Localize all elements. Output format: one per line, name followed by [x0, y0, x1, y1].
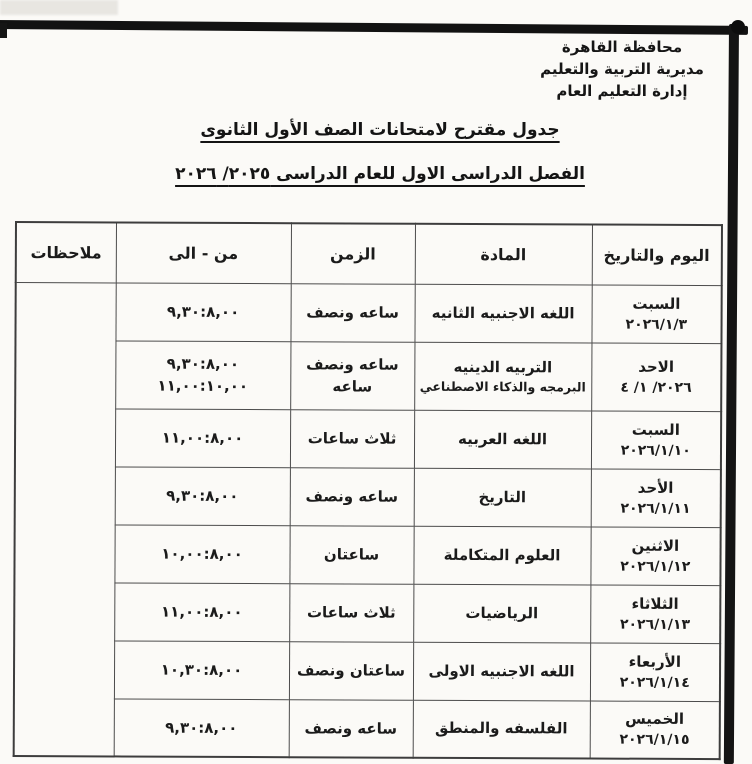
col-header-notes: ملاحظات — [16, 222, 116, 282]
day-date: ٢٠٢٦/١/١٣ — [619, 616, 691, 633]
time-range: ١٠,٠٠:٨,٠٠ — [161, 544, 243, 563]
scan-smudge — [0, 0, 118, 15]
table-row — [15, 408, 721, 469]
col-header-subject: المادة — [415, 224, 592, 285]
letterhead-administration: إدارة التعليم العام — [556, 82, 688, 100]
day-date-cell — [591, 469, 721, 528]
exam-table-body — [14, 282, 722, 759]
page-title: جدول مقترح لامتحانات الصف الأول الثانوى — [200, 120, 560, 140]
day-name: السبت — [631, 420, 680, 439]
day-date: ٢٠٢٦/١/١١ — [620, 500, 691, 517]
subject-name: العلوم المتكاملة — [443, 545, 561, 564]
duration-cell — [290, 409, 414, 468]
duration-value: ساعه ونصف — [306, 303, 399, 322]
time-range: ١١,٠٠:٨,٠٠ — [161, 602, 243, 621]
table-row — [15, 466, 721, 527]
letterhead-governorate: محافظة القاهرة — [561, 38, 683, 56]
duration-cell — [289, 583, 413, 642]
subject-name: الفلسفه والمنطق — [435, 719, 568, 738]
time-range-secondary: ١١,٠٠:١٠,٠٠ — [157, 376, 249, 396]
subject-cell — [413, 526, 590, 585]
day-date: ٢٠٢٦/١/١٥ — [619, 731, 690, 749]
subject-cell — [414, 284, 591, 343]
from-to-cell — [115, 466, 290, 525]
duration-value: ساعه ونصف — [305, 487, 399, 506]
table-row — [15, 340, 721, 411]
table-header-row — [16, 222, 722, 285]
day-name: الأربعاء — [628, 652, 682, 671]
page-subtitle: الفصل الدراسى الاول للعام الدراسى ٢٠٢٥/ ٢٠٢٦ — [175, 164, 585, 184]
table-row — [14, 698, 720, 759]
day-date: ٢٠٢٦/١/١٤ — [619, 674, 690, 691]
table-row — [14, 582, 720, 643]
day-date-cell — [590, 527, 720, 586]
duration-cell — [289, 641, 413, 700]
paper-edge-left-notch — [0, 23, 7, 38]
subject-name: الرياضيات — [465, 603, 539, 622]
from-to-cell — [114, 698, 289, 757]
subject-name: اللغه العربيه — [457, 429, 548, 448]
from-to-cell — [114, 640, 289, 699]
table-row — [14, 524, 720, 585]
table-row — [14, 640, 720, 701]
exam-schedule-table — [13, 221, 723, 760]
from-to-cell — [115, 408, 290, 467]
duration-value: ثلاث ساعات — [307, 429, 397, 448]
subject-name: اللغه الاجنبيه الثانيه — [431, 303, 575, 322]
time-range: ١٠,٣٠:٨,٠٠ — [160, 660, 243, 679]
paper-edge-right — [724, 24, 739, 764]
col-header-duration: الزمن — [291, 223, 415, 284]
subject-name: التاريخ — [478, 487, 527, 506]
time-range: ٩,٣٠:٨,٠٠ — [166, 302, 240, 321]
day-date: ٢٠٢٦/١/١٠ — [620, 442, 691, 459]
duration-cell — [290, 341, 414, 410]
time-range: ٩,٣٠:٨,٠٠ — [166, 354, 240, 373]
duration-cell — [289, 699, 413, 758]
subject-name: التربيه الدينيه — [453, 357, 553, 376]
subject-name: اللغه الاجنبيه الاولى — [428, 661, 575, 680]
duration-cell — [290, 467, 414, 526]
day-name: الأحد — [637, 478, 674, 497]
from-to-cell — [115, 340, 290, 409]
day-name: الاثنين — [631, 536, 680, 555]
subject-cell — [414, 410, 591, 469]
letterhead — [522, 36, 722, 102]
duration-cell — [289, 525, 413, 584]
time-range: ١١,٠٠:٨,٠٠ — [161, 428, 244, 447]
day-date-cell — [590, 585, 720, 644]
time-range: ٩,٣٠:٨,٠٠ — [166, 486, 239, 505]
col-header-from-to: من - الى — [116, 222, 291, 283]
day-date-cell — [590, 643, 720, 702]
duration-value: ساعه ونصف — [306, 355, 399, 374]
duration-value-secondary: ساعه — [332, 377, 373, 396]
duration-value: ثلاث ساعات — [306, 603, 396, 622]
day-date-cell — [591, 343, 721, 412]
subject-cell — [413, 584, 590, 643]
notes-merged-cell — [14, 282, 116, 756]
duration-cell — [290, 283, 414, 342]
day-date: ٢٠٢٦/١/٣ — [625, 316, 688, 333]
day-date-cell — [591, 411, 721, 470]
day-date: ٢٠٢٦/١/١٢ — [620, 558, 691, 575]
day-name: الثلاثاء — [631, 594, 679, 613]
from-to-cell — [115, 282, 290, 341]
day-date-cell — [591, 285, 721, 344]
duration-value: ساعتان — [323, 545, 380, 564]
subject-cell — [413, 642, 590, 701]
table-row — [15, 282, 721, 343]
letterhead-directorate: مديرية التربية والتعليم — [540, 60, 704, 78]
duration-value: ساعه ونصف — [304, 719, 398, 738]
subject-cell — [414, 342, 591, 411]
day-name: السبت — [632, 294, 681, 313]
col-header-day-date: اليوم والتاريخ — [592, 225, 722, 286]
day-date-cell — [590, 701, 720, 760]
day-name: الاحد — [638, 357, 675, 376]
subject-name-secondary: البرمجه والذكاء الاصطناعي — [419, 378, 586, 394]
paper-edge-top — [0, 20, 748, 35]
time-range: ٩,٣٠:٨,٠٠ — [165, 718, 238, 737]
day-name: الخميس — [625, 709, 685, 729]
subject-cell — [413, 700, 590, 759]
from-to-cell — [114, 582, 289, 641]
day-date: ٢٠٢٦/ ١/ ٤ — [620, 379, 692, 396]
subject-cell — [414, 468, 591, 527]
paper-edge-corner — [731, 20, 745, 34]
duration-value: ساعتان ونصف — [296, 661, 406, 680]
from-to-cell — [114, 524, 289, 583]
